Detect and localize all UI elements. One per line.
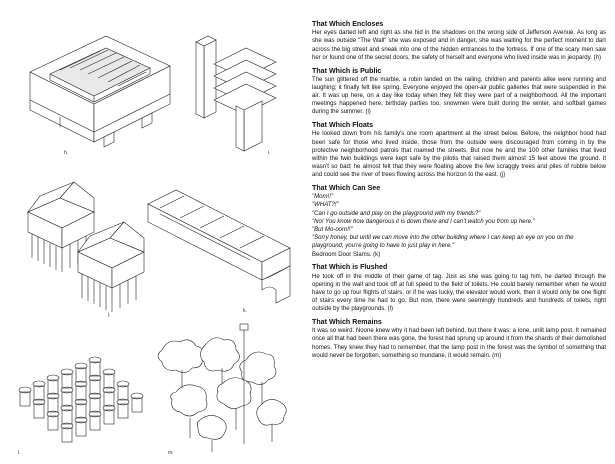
- section-flushed: [312, 263, 606, 313]
- section-body: It was so weird. Noone knew why it had been left behind, but there it was: a lone, unlit lamp post. It remained once all that had been there was gone, the forest had sprung up around it from the shards of their demolished homes. They knew they had to remember, that the lamp post in the forest was the symbol of something that would never be forgotten, something so mundane, it would remain. (m): [312, 328, 606, 359]
- axonometric-drawings: [0, 0, 300, 459]
- section-encloses: [312, 20, 606, 62]
- section-body: He took off in the middle of their game of tag. Just as she was going to tag him, he darted through the opening in the wall and took off at full speed to the field of toilets. He could barely remember when he would have to go up four flights of stairs, or if he was lucky, the elevator would work, then it would only be one flight of stairs every time he had to go. But now, there were seemingly hundreds and hundreds of toilets, right outside by the playgrounds. (l): [312, 273, 606, 313]
- figure-k-bar-building-drawing: [148, 190, 290, 303]
- dialogue-line: "But Mo-oom!!": [312, 227, 353, 234]
- figure-m-forest-drawing: [158, 324, 286, 452]
- dialogue-line: "Sorry honey, but until we can move into the other building where I can keep an eye on you on the playground, you're going to have to just play in here.": [312, 235, 574, 250]
- figure-k-caption: k.: [243, 308, 247, 314]
- figure-j-caption: j.: [108, 312, 111, 318]
- dialogue-line: "Mom!!": [312, 194, 334, 201]
- dialogue-line: "Can I go outside and play on the playground with my friends?": [312, 210, 481, 217]
- figure-i-caption: i.: [268, 150, 271, 156]
- figure-l-caption: l.: [18, 450, 21, 456]
- section-title: That Which Encloses: [312, 20, 384, 28]
- dialogue-line: Bedroom Door Slams. (k): [312, 251, 381, 258]
- section-floats: [312, 121, 606, 179]
- figures-column: [0, 0, 300, 459]
- section-title: That Which Can See: [312, 184, 381, 193]
- figure-h-caption: h.: [64, 150, 69, 156]
- section-title: That Which is Flushed: [312, 263, 388, 272]
- figure-m-caption: m.: [168, 450, 174, 456]
- dialogue-line: "No! You know how dangerous it is down there and I can't watch you from up here.": [312, 218, 535, 225]
- section-public: [312, 67, 606, 117]
- section-remains: [312, 318, 606, 360]
- text-column: [312, 20, 606, 365]
- figure-j-pilotis-drawing: [28, 182, 144, 312]
- section-body: He looked down from his family's one room apartment at the street below. Before, the neighbor hood had been safe for those who lived inside, those from the outside were discouraged from coming in by the protective neighborhood patrols that roamed the streets. But now he and the 100 other families that lived within the twin buildings were kept safe by the pilotis that raised them almost 15 feet above the ground. It wasn't so bad; he almost felt that they were floating above the few scraggly trees and piles of rubble below and could see the river of trees flowing across the horizon to the east. (j): [312, 131, 606, 179]
- figure-h-enclosure-drawing: [30, 36, 170, 147]
- section-title: That Which Remains: [312, 318, 382, 327]
- section-title: That Which Floats: [312, 121, 374, 130]
- dialogue-line: "WHAT?!": [312, 202, 339, 209]
- section-title: That Which is Public: [312, 66, 382, 75]
- section-body: The sun glittered off the marble, a robin landed on the railing, children and parents alike were running and laughing; it finally felt like spring. Everyone enjoyed the open-air public galleries that were suspended in the air. It was up here, on a day like today when they felt they were part of a neighborhood. All the important meetings happened here, birthday parties too, snowmen were built during the winter, and softball games during the summer. (i): [312, 76, 606, 116]
- section-body: Her eyes darted left and right as she hid in the shadows on the wrong side of Jefferson Avenue. As long as she was outside "The Wall" she was exposed and in danger, she was waiting for the perfect moment to dart across the big street and sneak into one of the hidden entrances to the fortress. If one of the scary men saw her or found one of the secret doors, the safety of herself and everyone who lived inside was in jeopardy. (h): [312, 30, 606, 61]
- section-can-see: [312, 184, 606, 259]
- figure-l-toilet-field-drawing: [19, 357, 143, 442]
- figure-i-public-floors-drawing: [196, 36, 276, 151]
